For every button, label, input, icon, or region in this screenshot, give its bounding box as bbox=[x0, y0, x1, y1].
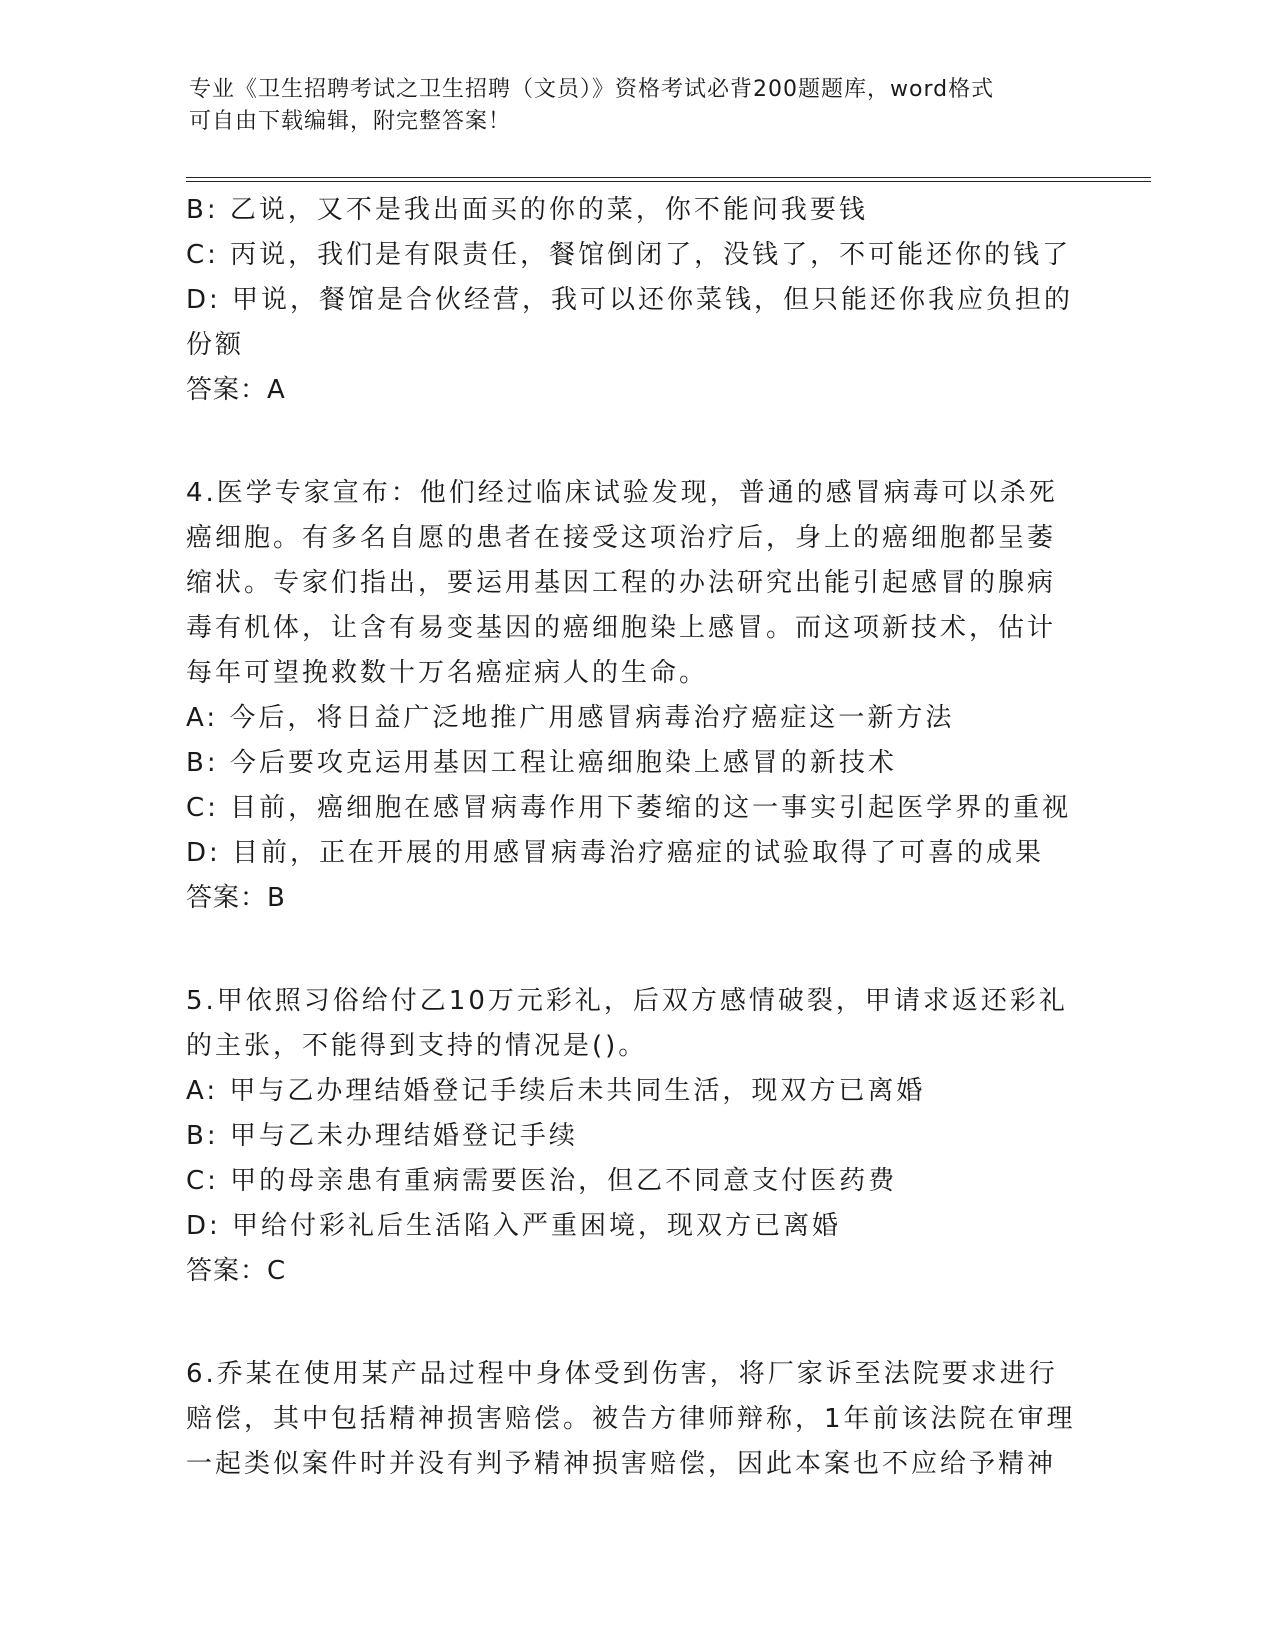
q5-option-d: D: 甲给付彩礼后生活陷入严重困境，现双方已离婚 bbox=[186, 1211, 842, 1241]
spacer bbox=[186, 1294, 1086, 1352]
document-body bbox=[186, 188, 1086, 1487]
q6-stem-line-1: 6.乔某在使用某产品过程中身体受到伤害，将厂家诉至法院要求进行 bbox=[186, 1359, 1058, 1389]
spacer bbox=[186, 413, 1086, 471]
question-3-tail bbox=[186, 188, 1086, 413]
header-rule-bottom bbox=[186, 181, 1151, 182]
q5-stem-line-2: 的主张，不能得到支持的情况是()。 bbox=[186, 1031, 648, 1061]
q6-stem-line-2: 赔偿，其中包括精神损害赔偿。被告方律师辩称，1年前该法院在审理 bbox=[186, 1404, 1076, 1434]
q4-stem-line-4: 毒有机体，让含有易变基因的癌细胞染上感冒。而这项新技术，估计 bbox=[186, 613, 1057, 643]
q4-option-a: A: 今后，将日益广泛地推广用感冒病毒治疗癌症这一新方法 bbox=[186, 703, 955, 733]
q4-option-d: D: 目前，正在开展的用感冒病毒治疗癌症的试验取得了可喜的成果 bbox=[186, 838, 1045, 868]
q3-answer: 答案：A bbox=[186, 375, 286, 405]
document-header bbox=[189, 74, 1089, 138]
header-title-line-1: 专业《卫生招聘考试之卫生招聘（文员）》资格考试必背200题题库，word格式 bbox=[189, 77, 995, 102]
header-rule-top bbox=[186, 177, 1151, 178]
q4-option-c: C: 目前，癌细胞在感冒病毒作用下萎缩的这一事实引起医学界的重视 bbox=[186, 793, 1072, 823]
q3-option-b: B: 乙说，又不是我出面买的你的菜，你不能问我要钱 bbox=[186, 195, 868, 225]
question-4 bbox=[186, 471, 1086, 921]
q4-stem-line-2: 癌细胞。有多名自愿的患者在接受这项治疗后，身上的癌细胞都呈萎 bbox=[186, 523, 1057, 553]
spacer bbox=[186, 921, 1086, 979]
q5-stem-line-1: 5.甲依照习俗给付乙10万元彩礼，后双方感情破裂，甲请求返还彩礼 bbox=[186, 986, 1068, 1016]
q4-option-b: B: 今后要攻克运用基因工程让癌细胞染上感冒的新技术 bbox=[186, 748, 897, 778]
question-5 bbox=[186, 979, 1086, 1294]
q5-option-b: B: 甲与乙未办理结婚登记手续 bbox=[186, 1121, 578, 1151]
q5-option-a: A: 甲与乙办理结婚登记手续后未共同生活，现双方已离婚 bbox=[186, 1076, 926, 1106]
q5-option-c: C: 甲的母亲患有重病需要医治，但乙不同意支付医药费 bbox=[186, 1166, 898, 1196]
q6-stem-line-3: 一起类似案件时并没有判予精神损害赔偿，因此本案也不应给予精神 bbox=[186, 1449, 1057, 1479]
q4-stem-line-5: 每年可望挽救数十万名癌症病人的生命。 bbox=[186, 658, 709, 688]
question-6 bbox=[186, 1352, 1086, 1487]
q4-stem-line-3: 缩状。专家们指出，要运用基因工程的办法研究出能引起感冒的腺病 bbox=[186, 568, 1057, 598]
q4-answer: 答案：B bbox=[186, 883, 286, 913]
q4-stem-line-1: 4.医学专家宣布：他们经过临床试验发现，普通的感冒病毒可以杀死 bbox=[186, 478, 1058, 508]
q5-answer: 答案：C bbox=[186, 1256, 287, 1286]
q3-option-c: C: 丙说，我们是有限责任，餐馆倒闭了，没钱了，不可能还你的钱了 bbox=[186, 240, 1072, 270]
header-title-line-2: 可自由下载编辑，附完整答案！ bbox=[189, 109, 512, 134]
q3-option-d-line-2: 份额 bbox=[186, 330, 245, 360]
q3-option-d-line-1: D: 甲说，餐馆是合伙经营，我可以还你菜钱，但只能还你我应负担的 bbox=[186, 285, 1074, 315]
